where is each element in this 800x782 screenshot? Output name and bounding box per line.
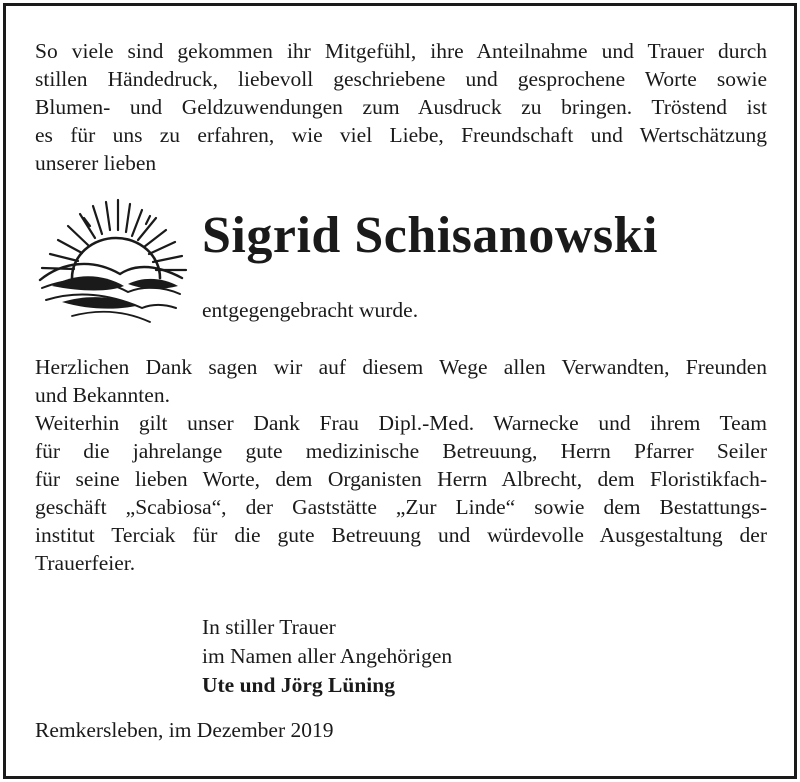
intro-line: stillen Händedruck, liebevoll geschriebene und gesprochene Worte sowie (35, 67, 767, 91)
intro-line: So viele sind gekommen ihr Mitgefühl, ihre Anteilnahme und Trauer durch (35, 39, 767, 63)
signature-names: Ute und Jörg Lüning (202, 673, 395, 697)
thanks-paragraph (35, 353, 767, 577)
signature-block (202, 613, 452, 700)
intro-paragraph (35, 37, 767, 177)
signature-line-2: im Namen aller Angehörigen (202, 644, 453, 668)
body-line: Herzlichen Dank sagen wir auf diesem Wege allen Verwandten, Freunden (35, 355, 767, 379)
intro-line: Blumen- und Geldzuwendungen zum Ausdruck zu bringen. Tröstend ist (35, 95, 767, 119)
body-line: und Bekannten. (35, 383, 170, 407)
after-name-text: entgegengebracht wurde. (202, 298, 419, 322)
body-line: Trauerfeier. (35, 551, 136, 575)
intro-line: es für uns zu erfahren, wie viel Liebe, Freundschaft und Wertschätzung (35, 123, 767, 147)
place-date: Remkersleben, im Dezember 2019 (35, 718, 334, 742)
body-line: Weiterhin gilt unser Dank Frau Dipl.-Med. Warnecke und ihrem Team (35, 411, 767, 435)
body-line: für die jahrelange gute medizinische Betreuung, Herrn Pfarrer Seiler (35, 439, 767, 463)
sunset-over-hills-icon (32, 196, 192, 326)
intro-line: unserer lieben (35, 151, 157, 175)
body-line: institut Terciak für die gute Betreuung und würdevolle Ausgestaltung der (35, 523, 767, 547)
signature-line-1: In stiller Trauer (202, 615, 336, 639)
body-line: für seine lieben Worte, dem Organisten Herrn Albrecht, dem Floristikfach- (35, 467, 767, 491)
deceased-name: Sigrid Schisanowski (202, 207, 658, 264)
body-line: geschäft „Scabiosa“, der Gaststätte „Zur Linde“ sowie dem Bestattungs- (35, 495, 767, 519)
